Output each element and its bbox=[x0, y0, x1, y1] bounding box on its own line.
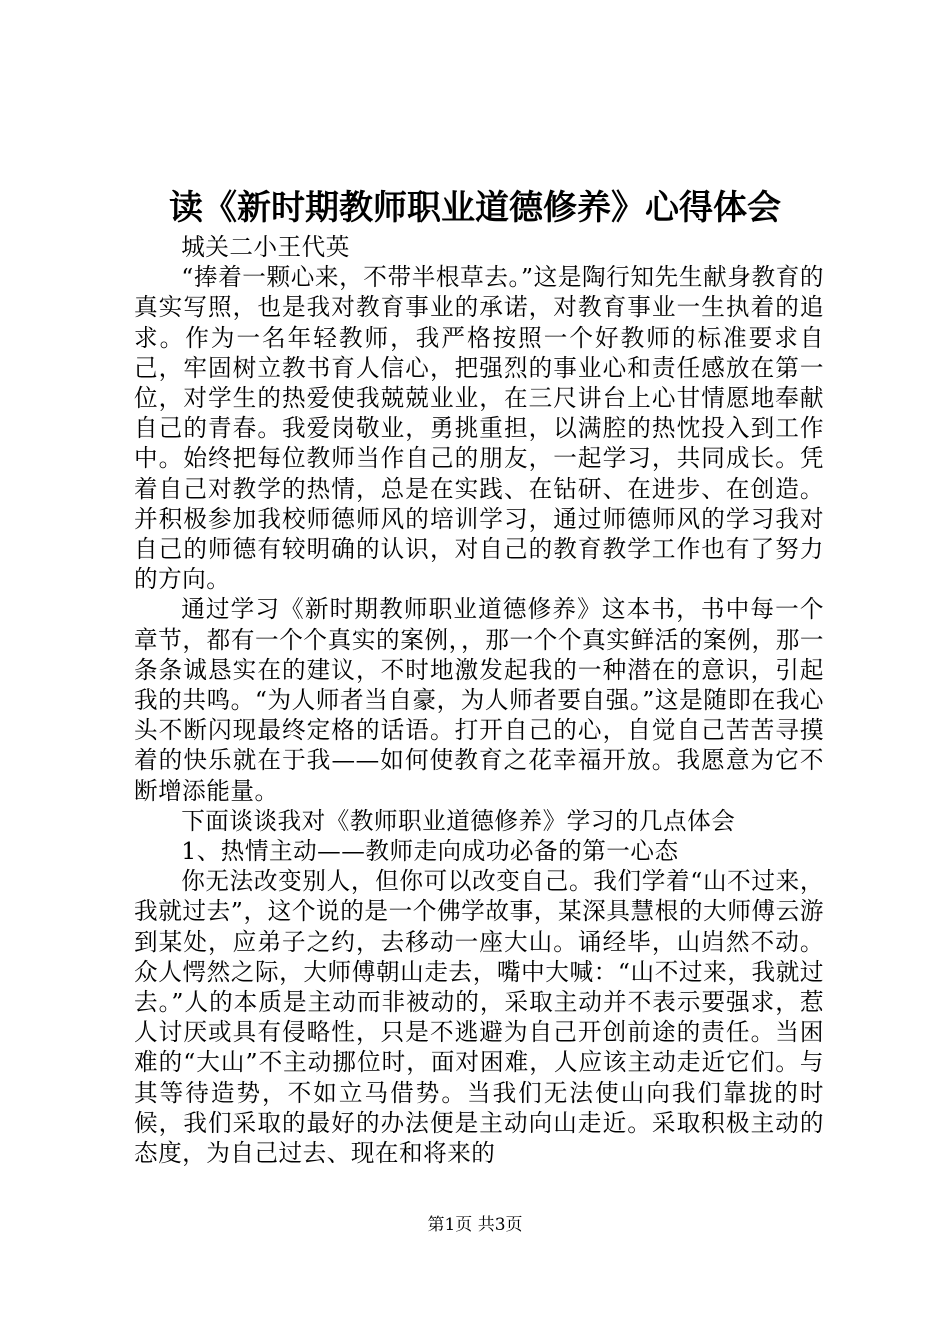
paragraph: 你无法改变别人，但你可以改变自己。我们学着“山不过来，我就过去”，这个说的是一个佛学故事，某深具慧根的大师傅云游到某处，应弟子之约，去移动一座大山。诵经毕，山岿然不动。众人愕然之际，大师傅朝山走去，嘴中大喊：“山不过来，我就过去。”人的本质是主动而非被动的，采取主动并不表示要强求，惹人讨厌或具有侵略性，只是不逃避为自己开创前途的责任。当困难的“大山”不主动挪位时，面对困难，人应该主动走近它们。与其等待造势，不如立马借势。当我们无法使山向我们靠拢的时候，我们采取的最好的办法便是主动向山走近。采取积极主动的态度，为自己过去、现在和将来的 bbox=[134, 867, 824, 1168]
author-line: 城关二小王代英 bbox=[181, 233, 350, 261]
document-title: 读《新时期教师职业道德修养》心得体会 bbox=[169, 188, 781, 228]
paragraph: 下面谈谈我对《教师职业道德修养》学习的几点体会 bbox=[181, 806, 736, 835]
document-body bbox=[134, 232, 824, 1168]
paragraph: 通过学习《新时期教师职业道德修养》这本书，书中每一个章节，都有一个个真实的案例，，那一个个真实鲜活的案例，那一条条诚恳实在的建议，不时地激发起我的一种潜在的意识，引起我的共鸣。“为人师者当自豪，为人师者要自强。”这是随即在我心头不断闪现最终定格的话语。打开自己的心，自觉自己苦苦寻摸着的快乐就在于我——如何使教育之花幸福开放。我愿意为它不断增添能量。 bbox=[134, 595, 824, 805]
page-footer: 第1页 共3页 bbox=[427, 1215, 523, 1235]
section-heading: 1、热情主动——教师走向成功必备的第一心态 bbox=[181, 837, 679, 866]
paragraph: “捧着一颗心来，不带半根草去。”这是陶行知先生献身教育的真实写照，也是我对教育事业的承诺，对教育事业一生执着的追求。作为一名年轻教师，我严格按照一个好教师的标准要求自己，牢固树立教书育人信心，把强烈的事业心和责任感放在第一位，对学生的热爱使我兢兢业业，在三尺讲台上心甘情愿地奉献自己的青春。我爱岗敬业，勇挑重担，以满腔的热忱投入到工作中。始终把每位教师当作自己的朋友，一起学习，共同成长。凭着自己对教学的热情，总是在实践、在钻研、在进步、在创造。并积极参加我校师德师风的培训学习，通过师德师风的学习我对自己的师德有较明确的认识，对自己的教育教学工作也有了努力的方向。 bbox=[134, 263, 824, 594]
